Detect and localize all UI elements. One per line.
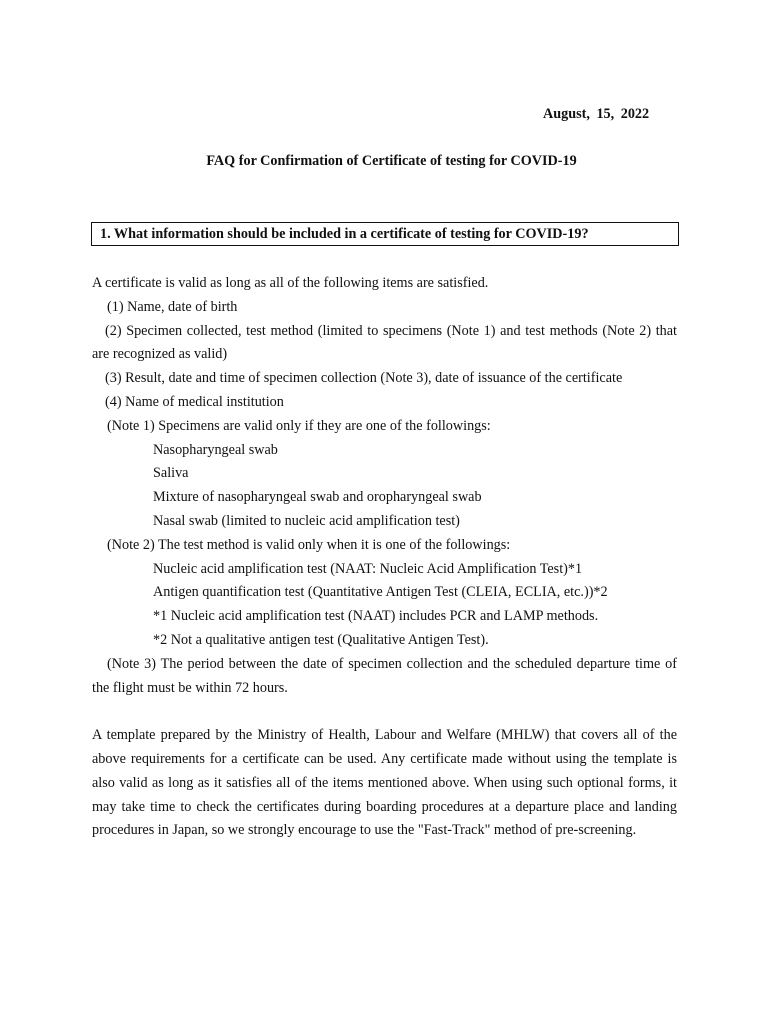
footnote-2: *2 Not a qualitative antigen test (Qualitative Antigen Test).	[153, 631, 489, 648]
template-paragraph: A template prepared by the Ministry of Health, Labour and Welfare (MHLW) that covers all of the above requirements for a certificate can be used. Any certificate made without using the template is also valid as long as it satisfies all of the items mentioned above. When using such optional forms, it may take time to check the certificates during boarding procedures at a departure place and landing procedures in Japan, so we strongly encourage to use the "Fast-Track" method of pre-screening.	[92, 727, 677, 839]
item-1: (1) Name, date of birth	[107, 298, 238, 315]
specimen-2: Saliva	[153, 465, 189, 482]
note1-heading: (Note 1) Specimens are valid only if they are one of the followings:	[107, 417, 491, 434]
specimen-1: Nasopharyngeal swab	[153, 441, 278, 458]
document-date: August, 15, 2022	[543, 106, 650, 122]
item-3: (3) Result, date and time of specimen collection (Note 3), date of issuance of the certificate	[105, 370, 623, 387]
item-4: (4) Name of medical institution	[105, 393, 284, 410]
note3-text: (Note 3) The period between the date of specimen collection and the scheduled departure time of the flight must be within 72 hours.	[92, 655, 677, 696]
faq-question-box: 1. What information should be included in a certificate of testing for COVID-19?	[91, 222, 679, 246]
item-2: (2) Specimen collected, test method (limited to specimens (Note 1) and test methods (Note 2) that are recognized as valid)	[92, 322, 677, 363]
note2-heading: (Note 2) The test method is valid only when it is one of the followings:	[107, 536, 511, 553]
intro-text: A certificate is valid as long as all of the following items are satisfied.	[92, 275, 489, 291]
specimen-3: Mixture of nasopharyngeal swab and oropharyngeal swab	[153, 489, 482, 506]
footnote-1: *1 Nucleic acid amplification test (NAAT) includes PCR and LAMP methods.	[153, 608, 599, 625]
document-title: FAQ for Confirmation of Certificate of testing for COVID-19	[206, 153, 577, 169]
answer-body	[92, 272, 677, 843]
method-1: Nucleic acid amplification test (NAAT: Nucleic Acid Amplification Test)*1	[153, 560, 583, 577]
method-2: Antigen quantification test (Quantitative Antigen Test (CLEIA, ECLIA, etc.))*2	[153, 584, 608, 601]
specimen-4: Nasal swab (limited to nucleic acid amplification test)	[153, 512, 460, 529]
